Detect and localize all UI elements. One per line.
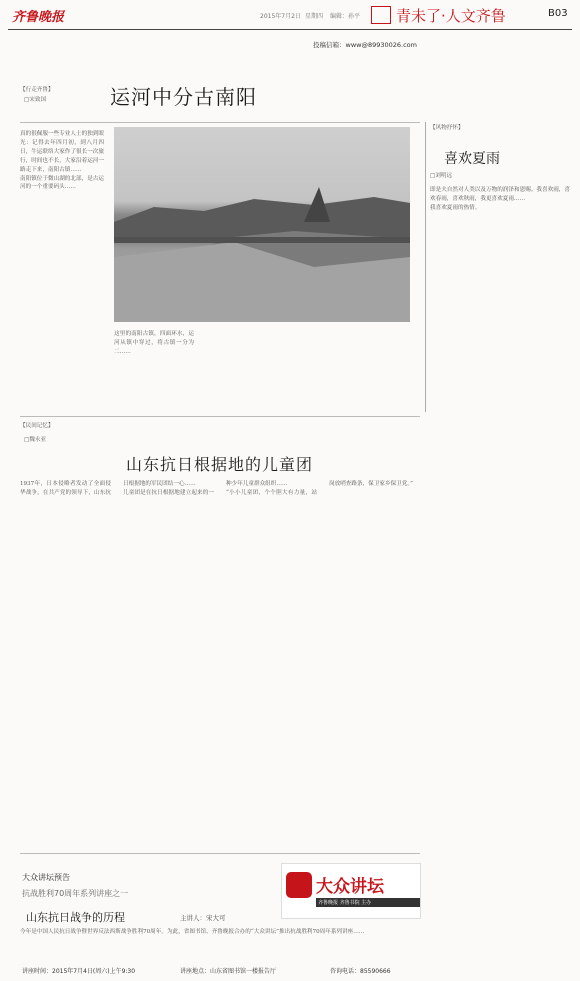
article2-body — [430, 186, 570, 966]
article3-column: 【民间记忆】 — [20, 423, 54, 429]
section-logo-icon — [371, 6, 391, 24]
article2-headline: 喜欢夏雨 — [444, 151, 500, 167]
article3-headline: 山东抗日根据地的儿童团 — [126, 455, 314, 474]
notice-phone: 咨询电话：85590666 — [330, 968, 391, 975]
article3-para1: 1937年，日本侵略者发动了全面侵华战争，在共产党的领导下，山东抗日根据地的军民团结一心…… — [20, 481, 196, 496]
lecture-logo — [281, 863, 421, 919]
notice-subtitle: 抗战胜利70周年系列讲座之一 — [22, 889, 129, 898]
issue-weekday: 星期四 — [305, 13, 324, 20]
notice-title: 山东抗日战争的历程 — [26, 911, 125, 924]
submit-email: 投稿信箱：www@89930026.com — [313, 41, 417, 49]
notice-speaker: 主讲人：宋大可 — [180, 914, 226, 922]
article1-para2: 南阳镇位于微山湖的北部，是古运河的一个重要码头…… — [20, 175, 104, 191]
article1-para3: 这里的南阳古镇，四面环水，运河从镇中穿过，将古镇一分为二…… — [114, 331, 194, 355]
article1-author: □宋致国 — [24, 97, 47, 103]
newspaper-logo: 齐鲁晚报 — [12, 10, 65, 25]
article3-quote: “小小儿童团，个个胆大有力量，站岗放哨查路条，保卫家乡保卫党。” — [226, 481, 413, 496]
lecture-logo-subtext: 齐鲁晚报 齐鲁书院 主办 — [316, 898, 420, 907]
article1-column: 【行走齐鲁】 — [20, 87, 54, 93]
canal-photo-image — [114, 127, 410, 322]
section-title: 青未了·人文齐鲁 — [396, 7, 506, 25]
article3-body — [20, 480, 420, 800]
article1-col2 — [114, 330, 194, 390]
article1-para1: 真的很佩服一些专业人士的独到眼光：记得去年四月初，到八月四日，牛运联络大家作了很长一次旅行，时间也不长，大家沿着运河一路走下来，南阳古镇…… — [20, 131, 104, 173]
notice-place: 讲座地点：山东省图书馆一楼报告厅 — [180, 968, 277, 975]
article1-headline: 运河中分古南阳 — [110, 85, 257, 109]
article2-column: 【风物抒怀】 — [430, 125, 464, 131]
notice-label: 大众讲坛预告 — [22, 873, 70, 882]
issue-editor: 编辑：孙平 — [330, 13, 361, 20]
article3-para2: 儿童团是在抗日根据地建立起来的一种少年儿童群众组织…… — [123, 481, 288, 496]
article2-para2: 我喜欢夏雨的热情。 — [430, 204, 481, 211]
article1-col1 — [20, 130, 104, 355]
lecture-logo-emblem-icon — [286, 872, 312, 898]
notice-body — [20, 928, 420, 964]
canal-photo — [114, 127, 410, 322]
article2-author: □刘明远 — [430, 173, 453, 179]
masthead — [0, 0, 580, 30]
notice-body-text: 今年是中国人民抗日战争暨世界反法西斯战争胜利70周年。为此，省图书馆、齐鲁晚报合办的“大众讲坛”推出抗战胜利70周年系列讲座…… — [20, 929, 365, 935]
article3-author: □魏永亚 — [24, 437, 47, 443]
notice-time: 讲座时间：2015年7月4日(周六)上午9:30 — [22, 968, 136, 975]
page-number: B03 — [548, 8, 568, 19]
article2-para1: 即是夫自然对人类以及万物的润泽和恩赐。我喜欢雨，喜欢春雨，喜欢秋雨，我更喜欢夏雨…… — [430, 187, 570, 202]
lecture-logo-text: 大众讲坛 — [316, 877, 384, 897]
issue-date: 2015年7月2日 — [260, 13, 301, 20]
